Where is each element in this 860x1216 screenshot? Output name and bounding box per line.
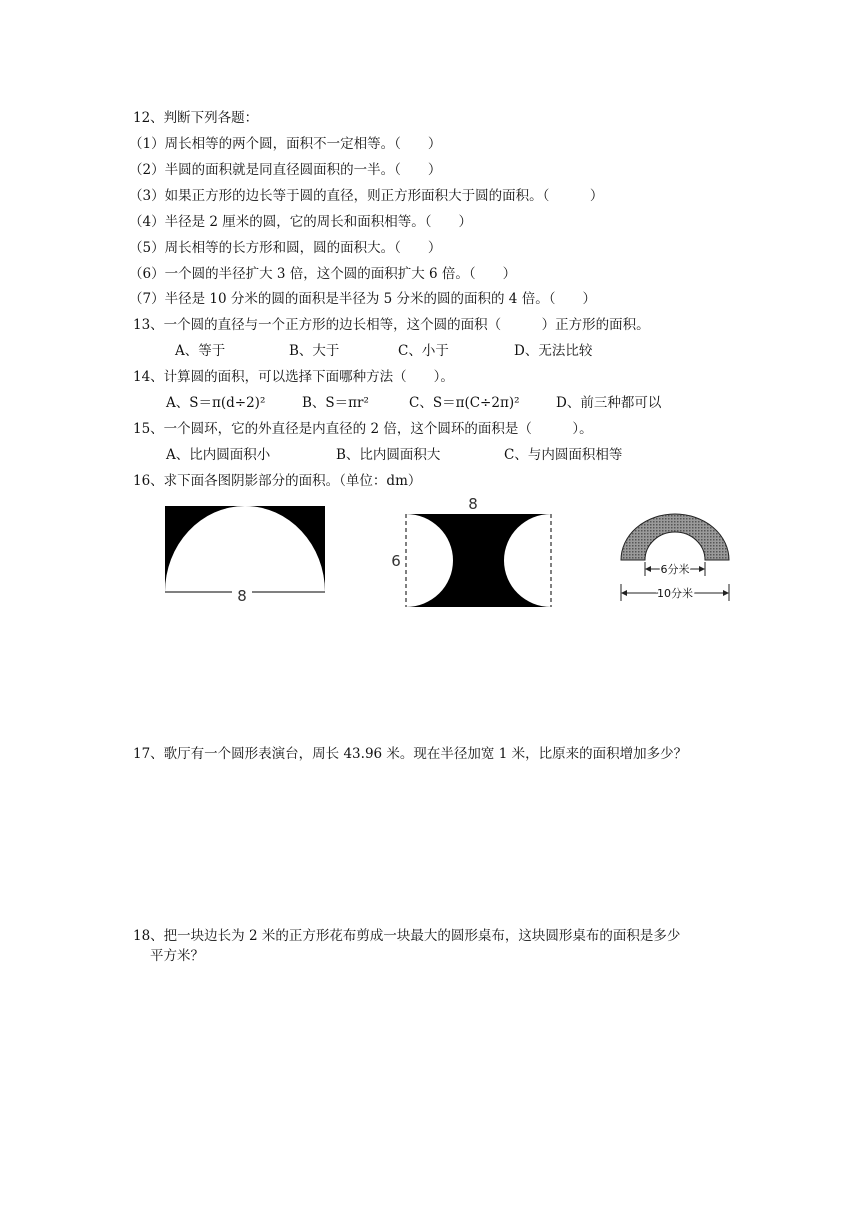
q17-stem: 17、歌厅有一个圆形表演台，周长 43.96 米。现在半径加宽 1 米，比原来的面积增加多少？ — [133, 746, 688, 762]
q12-item-6: （6）一个圆的半径扩大 3 倍，这个圆的面积扩大 6 倍。（ ） — [129, 266, 517, 282]
q12-item-5: （5）周长相等的长方形和圆，圆的面积大。（ ） — [129, 240, 442, 256]
q14-option-a: A、S＝π(d÷2)² — [166, 395, 266, 411]
fig2-side-label: 6 — [391, 552, 401, 570]
q13-stem: 13、一个圆的直径与一个正方形的边长相等，这个圆的面积（ ）正方形的面积。 — [133, 317, 650, 333]
q12-item-3: （3）如果正方形的边长等于圆的直径，则正方形面积大于圆的面积。（ ） — [129, 188, 604, 204]
q13-option-d: D、无法比较 — [514, 343, 593, 359]
q14-option-b: B、S＝πr² — [302, 395, 369, 411]
q14-option-d: D、前三种都可以 — [556, 395, 662, 411]
q13-option-c: C、小于 — [398, 343, 449, 359]
fig3-outer-label: 10分米 — [657, 587, 693, 600]
q16-stem: 16、求下面各图阴影部分的面积。（单位：dm） — [133, 473, 422, 489]
q15-option-b: B、比内圆面积大 — [336, 447, 441, 463]
q18-stem-line2: 平方米？ — [150, 948, 204, 964]
q15-stem: 15、一个圆环，它的外直径是内直径的 2 倍，这个圆环的面积是（ ）。 — [133, 421, 593, 437]
q12-title: 12、判断下列各题： — [133, 110, 259, 126]
q12-item-2: （2）半圆的面积就是同直径圆面积的一半。（ ） — [129, 162, 442, 178]
q15-option-c: C、与内圆面积相等 — [504, 447, 623, 463]
q14-option-c: C、S＝π(C÷2π)² — [409, 395, 520, 411]
figure-semi-annulus — [614, 512, 738, 606]
q18-stem-line1: 18、把一块边长为 2 米的正方形花布剪成一块最大的圆形桌布，这块圆形桌布的面积是多少 — [133, 928, 681, 944]
q12-item-7: （7）半径是 10 分米的圆的面积是半径为 5 分米的圆的面积的 4 倍。（ ） — [129, 291, 596, 307]
q14-stem: 14、计算圆的面积，可以选择下面哪种方法（ ）。 — [133, 369, 454, 385]
q13-option-a: A、等于 — [175, 343, 226, 359]
q13-option-b: B、大于 — [289, 343, 340, 359]
fig3-inner-label: 6分米 — [660, 563, 690, 576]
fig2-top-label: 8 — [468, 495, 478, 513]
figure-semicircle-in-rectangle — [160, 500, 332, 606]
figure-two-halfcircles-in-rectangle — [383, 494, 563, 610]
q15-option-a: A、比内圆面积小 — [166, 447, 271, 463]
fig1-width-label: 8 — [237, 587, 247, 605]
q12-item-4: （4）半径是 2 厘米的圆，它的周长和面积相等。（ ） — [129, 214, 473, 230]
q12-item-1: （1）周长相等的两个圆，面积不一定相等。（ ） — [129, 136, 442, 152]
